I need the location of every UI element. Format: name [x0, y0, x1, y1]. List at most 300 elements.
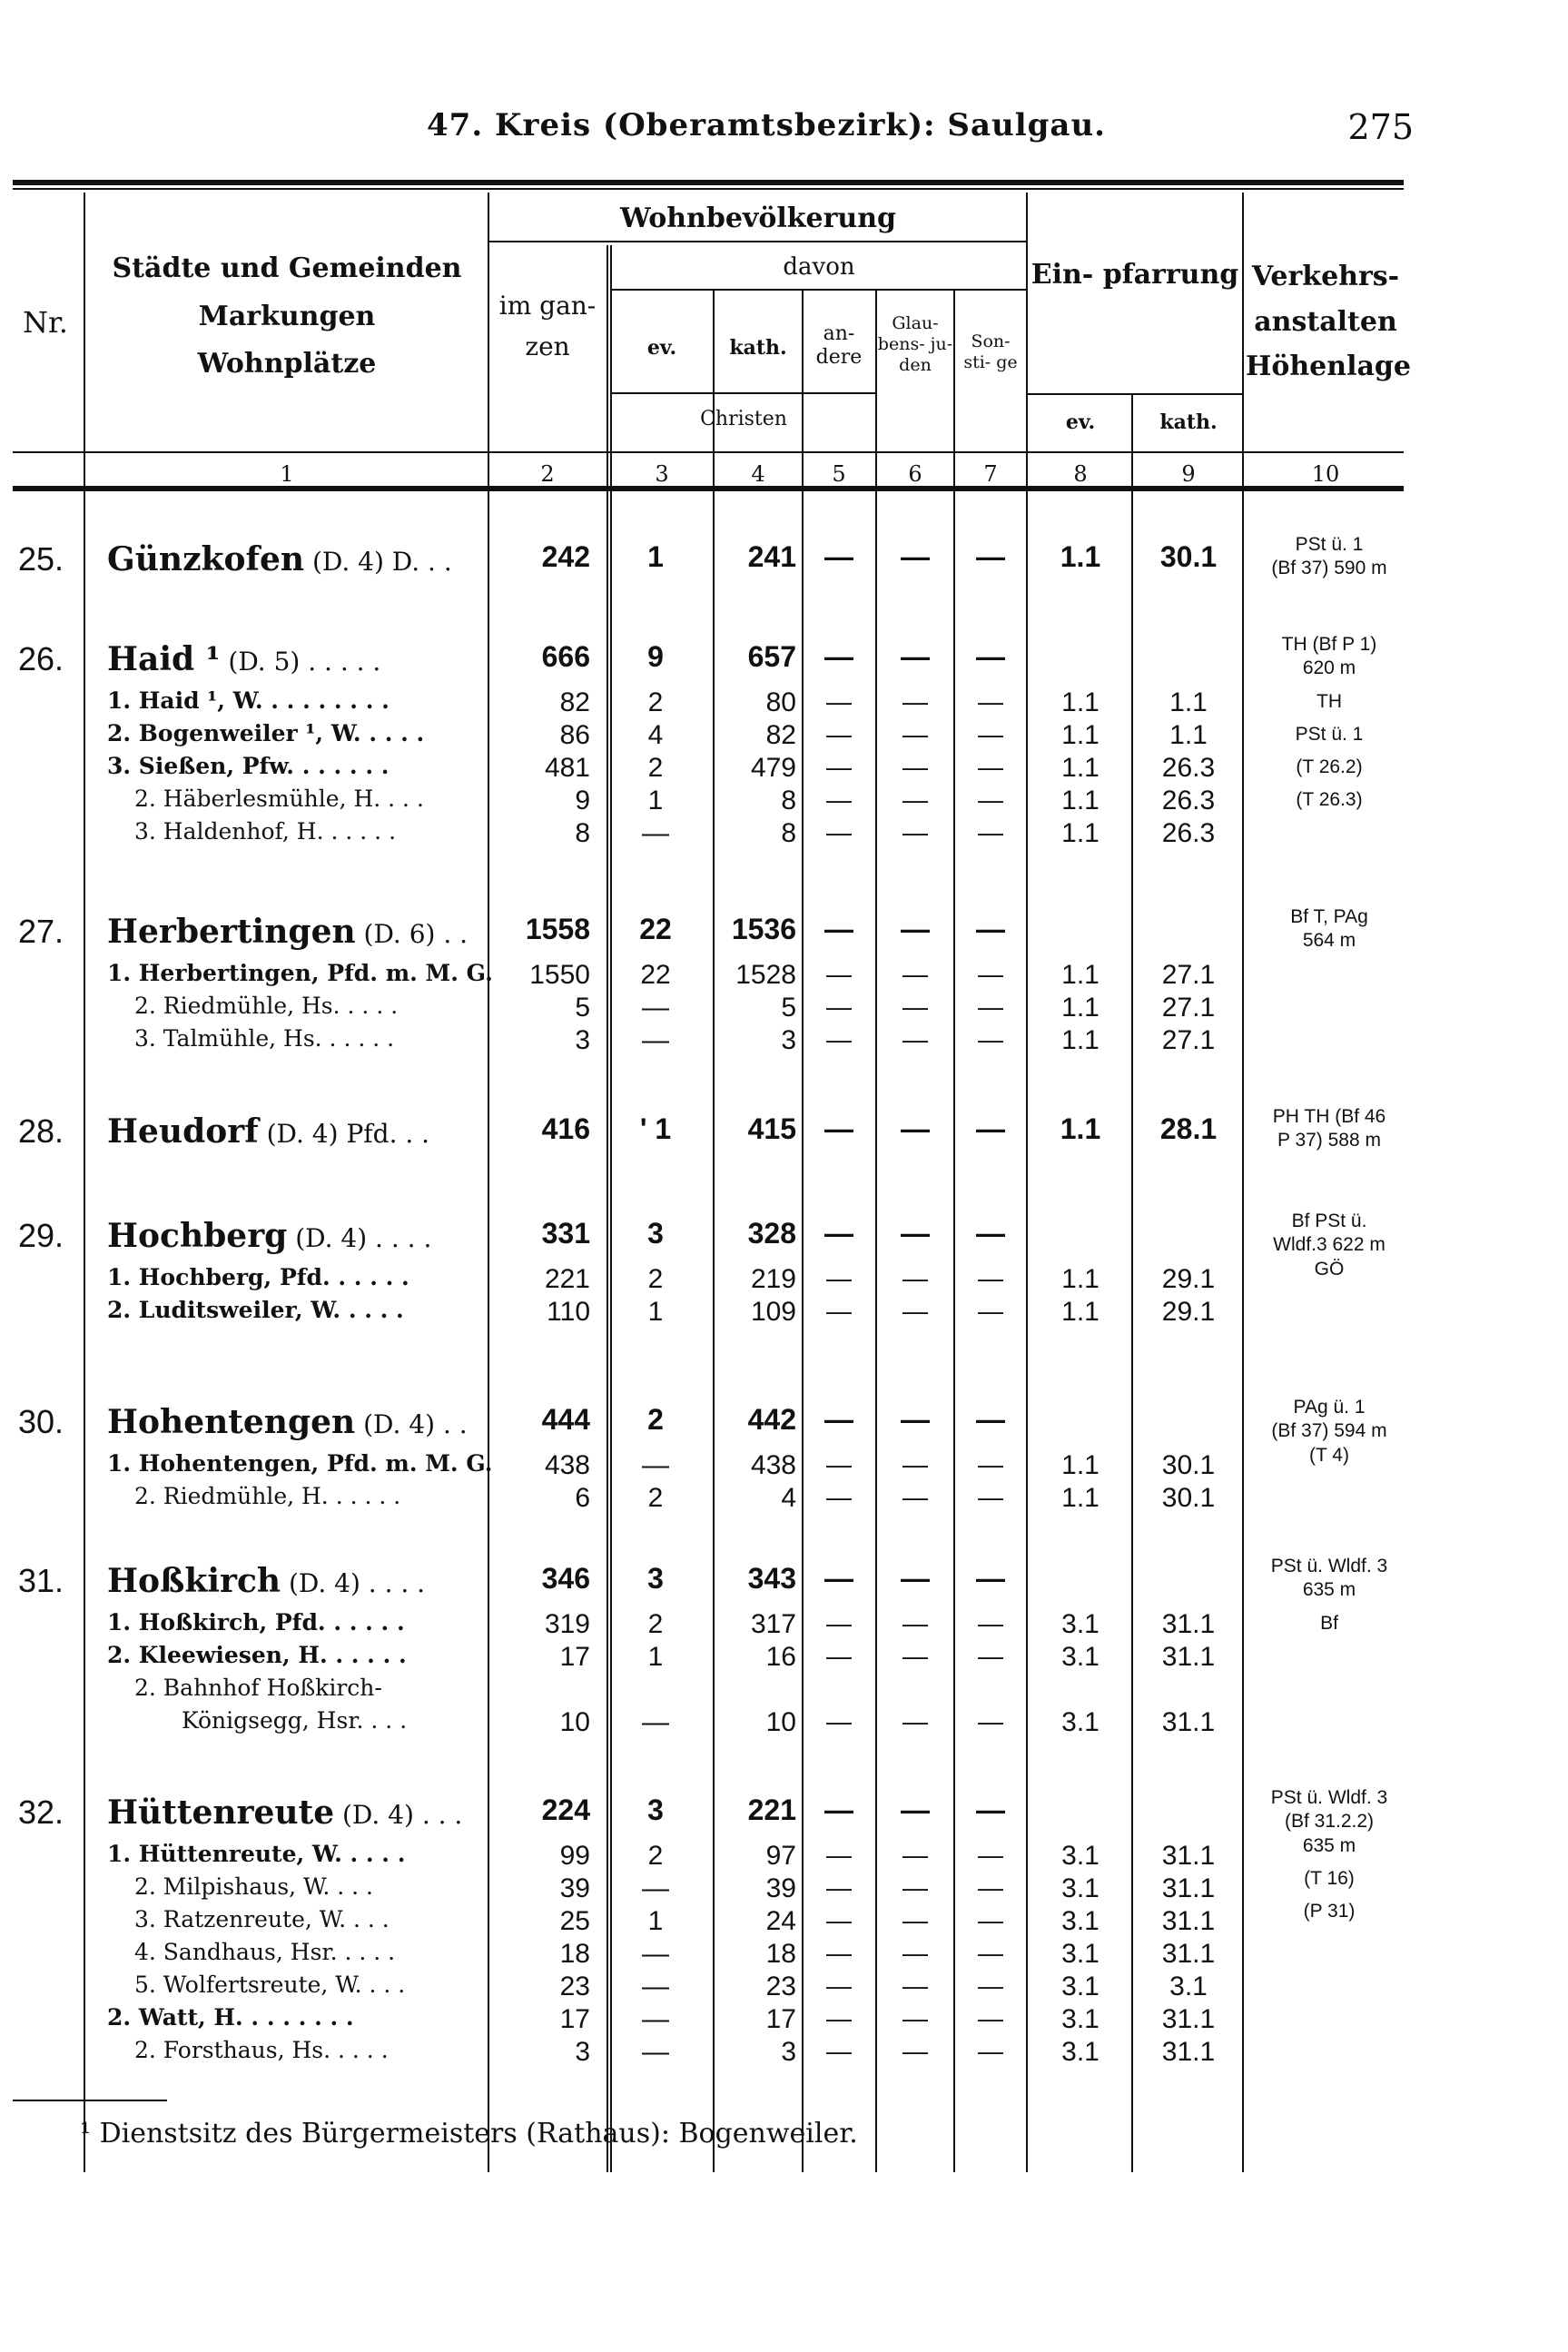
colnum-2: 2 — [540, 461, 555, 487]
total-value: 17 — [559, 1642, 590, 1672]
einpf-kath-value: 28.1 — [1159, 1112, 1218, 1145]
total-value: 666 — [541, 640, 590, 673]
einpf-ev-value: 3.1 — [1061, 1642, 1100, 1672]
total-value: 39 — [559, 1873, 590, 1903]
ev-value: — — [642, 993, 669, 1023]
total-value: 224 — [541, 1794, 590, 1826]
kath-value: 479 — [750, 753, 796, 783]
juden-value: — — [902, 786, 928, 814]
verkehr-line: PSt ü. 1 — [1295, 723, 1364, 745]
juden-value: — — [902, 2037, 928, 2065]
andere-value: — — [826, 960, 852, 988]
juden-value: — — [902, 720, 928, 748]
total-value: 9 — [575, 786, 590, 815]
total-value: 99 — [559, 1841, 590, 1871]
sonstige-header: Son- sti- ge — [963, 331, 1018, 372]
juden-value: — — [902, 1642, 928, 1670]
wohnplatz-name: 3. Sießen, Pfw. . . . . . . — [107, 753, 390, 779]
sonstige-value: — — [978, 1483, 1003, 1511]
verkehr-line: (T 26.2) — [1296, 756, 1363, 777]
einpf-ev-value: 1.1 — [1061, 993, 1100, 1023]
andere-value: — — [824, 1403, 853, 1436]
table-row — [0, 720, 1568, 753]
davon-header: davon — [783, 253, 855, 281]
total-value: 8 — [575, 818, 590, 848]
einpf-rule — [1028, 393, 1242, 395]
ev-header: ev. — [646, 336, 677, 360]
kath-value: 4 — [781, 1483, 796, 1513]
verkehr-line: PH TH (Bf 46 — [1272, 1106, 1386, 1127]
municipality-name — [107, 540, 452, 578]
kath-value: 16 — [765, 1642, 796, 1672]
sonstige-value: — — [976, 1562, 1005, 1595]
juden-header: Glau- bens- ju- den — [877, 313, 953, 375]
juden-value: — — [902, 1939, 928, 1967]
einpf-kath-value: 26.3 — [1161, 818, 1216, 848]
andere-value: — — [826, 1841, 852, 1869]
ev-value: — — [642, 818, 669, 848]
sonstige-value: — — [978, 687, 1003, 716]
einpf-kath-value: 31.1 — [1161, 2037, 1216, 2067]
total-value: 17 — [559, 2004, 590, 2034]
sonstige-value: — — [978, 720, 1003, 748]
municipality-name — [107, 640, 380, 678]
kath-value: 3 — [781, 1025, 796, 1055]
verkehr-line: Bf T, PAg — [1290, 906, 1368, 927]
juden-value: — — [901, 1403, 930, 1436]
verkehr-line: P 37) 588 m — [1277, 1130, 1381, 1151]
sonstige-value: — — [978, 1025, 1003, 1053]
verkehr-line: (P 31) — [1303, 1901, 1356, 1922]
municipality-name-suffix: (D. 4) . . . — [334, 1800, 463, 1830]
einpf-ev-value: 3.1 — [1061, 1939, 1100, 1969]
municipality-name-suffix: (D. 4) . . . . — [287, 1223, 432, 1253]
table-row — [0, 993, 1568, 1025]
wohnplatz-name: 2. Riedmühle, H. . . . . . — [134, 1483, 401, 1509]
sonstige-value: — — [976, 540, 1005, 573]
einpf-ev-value: 3.1 — [1061, 1906, 1100, 1936]
davon-rule — [612, 289, 1026, 291]
table-row — [0, 1972, 1568, 2004]
municipality-name — [107, 1112, 429, 1151]
juden-value: — — [902, 1483, 928, 1511]
andere-value: — — [824, 1112, 853, 1145]
total-value: 331 — [541, 1217, 590, 1250]
einpf-ev-value: 1.1 — [1061, 818, 1100, 848]
table-top-rule-thin — [13, 188, 1404, 190]
einpf-kath-value: 31.1 — [1161, 1873, 1216, 1903]
ev-value: 9 — [647, 640, 664, 673]
sonstige-value: — — [978, 818, 1003, 846]
verkehr-line: GÖ — [1314, 1258, 1345, 1280]
verkehr-line: 564 m — [1302, 930, 1356, 952]
colnum-9: 9 — [1181, 461, 1196, 487]
wohnplatz-name: 4. Sandhaus, Hsr. . . . . — [134, 1939, 396, 1965]
ev-value: 1 — [647, 1297, 664, 1327]
sonstige-value: — — [978, 2004, 1003, 2032]
einpf-kath-value: 26.3 — [1161, 753, 1216, 783]
total-value: 23 — [559, 1972, 590, 2001]
andere-value: — — [824, 1562, 853, 1595]
kath-value: 3 — [781, 2037, 796, 2067]
table-row — [0, 1841, 1568, 1873]
verkehr-anstalten — [1253, 533, 1405, 581]
kath-value: 10 — [765, 1707, 796, 1737]
wohnplatz-name: 3. Haldenhof, H. . . . . . — [134, 818, 397, 845]
verkehr-line: PSt ü. Wldf. 3 — [1270, 1556, 1388, 1576]
municipality-name-main: Hohentengen — [107, 1403, 356, 1441]
kath-value: 82 — [765, 720, 796, 750]
sonstige-value: — — [978, 1707, 1003, 1735]
kath-value: 80 — [765, 687, 796, 717]
verkehr-line: (T 4) — [1309, 1444, 1349, 1466]
sonstige-value: — — [978, 1841, 1003, 1869]
ev-value: 22 — [640, 960, 671, 990]
andere-value: — — [826, 818, 852, 846]
total-value: 1558 — [525, 913, 590, 945]
einpf-kath-value: 30.1 — [1161, 1450, 1216, 1480]
total-value: 346 — [541, 1562, 590, 1595]
einpf-kath-value: 3.1 — [1169, 1972, 1208, 2001]
einpf-ev-value: 1.1 — [1061, 1025, 1100, 1055]
einpf-ev-value: 3.1 — [1061, 1873, 1100, 1903]
municipality-name-suffix: (D. 5) . . . . . — [220, 647, 381, 677]
einpf-kath-value: 27.1 — [1161, 993, 1216, 1023]
table-row — [0, 1707, 1568, 1740]
kath-value: 343 — [747, 1562, 796, 1595]
kath-value: 23 — [765, 1972, 796, 2001]
einpf-ev-value: 3.1 — [1061, 1972, 1100, 2001]
row-number: 27. — [17, 913, 64, 950]
colnum-4: 4 — [751, 461, 765, 487]
sonstige-value: — — [978, 2037, 1003, 2065]
verkehr-anstalten — [1253, 905, 1405, 954]
sonstige-value: — — [978, 1972, 1003, 2000]
colnum-6: 6 — [908, 461, 922, 487]
col-names-header — [89, 245, 485, 389]
row-number: 32. — [17, 1794, 64, 1831]
verkehr-line: PSt ü. 1 — [1295, 534, 1364, 555]
christen-header: Christen — [700, 408, 787, 430]
colnum-1: 1 — [280, 461, 294, 487]
wohnplatz-name: 2. Bogenweiler ¹, W. . . . . — [107, 720, 425, 746]
sonstige-value: — — [976, 1794, 1005, 1826]
table-row — [0, 1906, 1568, 1939]
table-row — [0, 1675, 1568, 1707]
total-value: 10 — [559, 1707, 590, 1737]
einpf-ev-value: 1.1 — [1061, 1483, 1100, 1513]
municipality-name — [107, 913, 468, 951]
colnum-10: 10 — [1311, 461, 1340, 487]
juden-value: — — [902, 1450, 928, 1478]
andere-header: an- dere — [815, 322, 863, 370]
table-row — [0, 1873, 1568, 1906]
municipality-name — [107, 1403, 468, 1441]
einpf-kath-value: 31.1 — [1161, 1707, 1216, 1737]
municipality-name-main: Hoßkirch — [107, 1562, 281, 1600]
andere-value: — — [826, 1906, 852, 1934]
wohnplatz-name: 2. Häberlesmühle, H. . . . — [134, 786, 424, 812]
wohnplatz-name: 1. Hüttenreute, W. . . . . — [107, 1841, 406, 1867]
verkehr-line: 635 m — [1302, 1834, 1356, 1856]
kath-value: 109 — [750, 1297, 796, 1327]
andere-value: — — [826, 1609, 852, 1637]
andere-value: — — [826, 687, 852, 716]
einpf-kath-value: 29.1 — [1161, 1264, 1216, 1294]
einpf-ev-value: 1.1 — [1061, 720, 1100, 750]
sonstige-value: — — [976, 1217, 1005, 1250]
municipality-name-suffix: (D. 6) . . — [355, 919, 468, 949]
ev-value: 1 — [647, 1906, 664, 1936]
verkehr-line: 635 m — [1302, 1579, 1356, 1601]
municipality-name-suffix: (D. 4) . . — [355, 1409, 468, 1439]
municipality-name-main: Heudorf — [107, 1112, 259, 1151]
verkehr-line: (Bf 31.2.2) — [1284, 1811, 1375, 1833]
sonstige-value: — — [978, 1906, 1003, 1934]
sonstige-value: — — [976, 913, 1005, 945]
einpf-kath-value: 31.1 — [1161, 1642, 1216, 1672]
colnum-3: 3 — [655, 461, 669, 487]
ev-value: 3 — [647, 1794, 664, 1826]
kath-value: 328 — [747, 1217, 796, 1250]
andere-value: — — [826, 993, 852, 1021]
juden-value: — — [901, 1562, 930, 1595]
sonstige-value: — — [978, 1939, 1003, 1967]
einpf-kath-value: 31.1 — [1161, 1841, 1216, 1871]
verkehr-line: TH — [1317, 690, 1342, 712]
einpf-kath-value: 30.1 — [1161, 1483, 1216, 1513]
andere-value: — — [826, 720, 852, 748]
andere-value: — — [826, 786, 852, 814]
ev-value: 2 — [647, 1483, 664, 1513]
wohnplatz-name: 2. Riedmühle, Hs. . . . . — [134, 993, 399, 1019]
verkehr-line: PAg ü. 1 — [1293, 1397, 1366, 1418]
sonstige-value: — — [978, 753, 1003, 781]
wohnplatz-name: 2. Kleewiesen, H. . . . . . — [107, 1642, 407, 1668]
names-line-2: Markungen — [198, 300, 376, 332]
sonstige-value: — — [978, 1297, 1003, 1325]
table-row — [0, 2004, 1568, 2037]
einpf-ev-value: 3.1 — [1061, 2037, 1100, 2067]
kath-value: 97 — [765, 1841, 796, 1871]
kath-value: 24 — [765, 1906, 796, 1936]
kath-value: 8 — [781, 818, 796, 848]
juden-value: — — [902, 753, 928, 781]
juden-value: — — [902, 2004, 928, 2032]
juden-value: — — [901, 540, 930, 573]
total-value: 438 — [544, 1450, 590, 1480]
sonstige-value: — — [978, 1264, 1003, 1292]
ev-value: — — [642, 1972, 669, 2001]
total-value: 18 — [559, 1939, 590, 1969]
table-row — [0, 818, 1568, 851]
table-row — [0, 687, 1568, 720]
table-top-rule — [13, 180, 1404, 185]
ev-value: — — [642, 1025, 669, 1055]
kath-value: 438 — [750, 1450, 796, 1480]
total-value: 82 — [559, 687, 590, 717]
wohnplatz-name: 1. Hohentengen, Pfd. m. M. G. — [107, 1450, 493, 1477]
wohnplatz-name: 2. Bahnhof Hoßkirch- — [134, 1675, 382, 1701]
einpf-ev-value: 1.1 — [1061, 753, 1100, 783]
verkehr-line: (T 16) — [1304, 1867, 1355, 1889]
municipality-name — [107, 1794, 462, 1832]
andere-value: — — [824, 1217, 853, 1250]
verkehr-line: TH (Bf P 1) — [1281, 634, 1377, 655]
einpf-ev-value: 1.1 — [1060, 1112, 1101, 1145]
ev-value: 3 — [647, 1562, 664, 1595]
total-value: 86 — [559, 720, 590, 750]
andere-value: — — [826, 1707, 852, 1735]
wohnplatz-name: 1. Herbertingen, Pfd. m. M. G. — [107, 960, 493, 986]
verkehr-line: Bf — [1320, 1612, 1338, 1634]
juden-value: — — [902, 818, 928, 846]
juden-value: — — [902, 687, 928, 716]
ev-value: ' 1 — [639, 1112, 672, 1145]
andere-value: — — [826, 1450, 852, 1478]
municipality-name-suffix: (D. 4) D. . . — [304, 547, 452, 577]
sonstige-value: — — [978, 1450, 1003, 1478]
einpf-ev-value: 3.1 — [1061, 2004, 1100, 2034]
wohnplatz-name: 2. Luditsweiler, W. . . . . — [107, 1297, 404, 1323]
table-row — [0, 1939, 1568, 1972]
footnote: ¹ Dienstsitz des Bürgermeisters (Rathaus): Bogenweiler. — [80, 2118, 858, 2149]
juden-value: — — [902, 1841, 928, 1869]
einpf-ev-value: 3.1 — [1061, 1609, 1100, 1639]
andere-value: — — [826, 1972, 852, 2000]
einpf-kath-value: 31.1 — [1161, 1939, 1216, 1969]
footnote-rule — [13, 2100, 167, 2101]
sonstige-value: — — [976, 640, 1005, 673]
ev-value: 4 — [647, 720, 664, 750]
kath-value: 18 — [765, 1939, 796, 1969]
table-row — [0, 2037, 1568, 2070]
einpf-kath-value: 31.1 — [1161, 2004, 1216, 2034]
ev-value: 1 — [647, 1642, 664, 1672]
table-row — [0, 1642, 1568, 1675]
kath-value: 1536 — [731, 913, 796, 945]
einpf-ev-value: 3.1 — [1061, 1841, 1100, 1871]
sonstige-value: — — [978, 1642, 1003, 1670]
colnum-7: 7 — [983, 461, 998, 487]
page-number: 275 — [1347, 107, 1414, 147]
im-ganzen-header: im gan- zen — [498, 291, 597, 361]
total-value: 481 — [544, 753, 590, 783]
sonstige-value: — — [978, 1873, 1003, 1902]
wohnplatz-name: 2. Milpishaus, W. . . . — [134, 1873, 374, 1900]
colnum-5: 5 — [832, 461, 846, 487]
andere-value: — — [826, 2004, 852, 2032]
juden-value: — — [901, 1112, 930, 1145]
row-number: 28. — [17, 1112, 64, 1150]
einpf-kath-value: 30.1 — [1159, 540, 1218, 573]
municipality-name-main: Günzkofen — [107, 540, 305, 578]
kath-value: 39 — [765, 1873, 796, 1903]
juden-value: — — [902, 1609, 928, 1637]
juden-value: — — [902, 960, 928, 988]
table-row — [0, 1025, 1568, 1058]
einpf-ev-value: 1.1 — [1061, 1264, 1100, 1294]
andere-value: — — [824, 640, 853, 673]
juden-value: — — [901, 640, 930, 673]
wohnbev-header: Wohnbevölkerung — [619, 203, 897, 234]
total-value: 416 — [541, 1112, 590, 1145]
andere-value: — — [826, 1642, 852, 1670]
juden-value: — — [902, 1873, 928, 1902]
ev-value: 2 — [647, 687, 664, 717]
wohnplatz-name: 1. Haid ¹, W. . . . . . . . . — [107, 687, 390, 714]
names-line-3: Wohnplätze — [197, 348, 377, 380]
andere-value: — — [826, 1873, 852, 1902]
verkehr-anstalten — [1253, 1105, 1405, 1153]
verkehr-header — [1246, 254, 1411, 390]
wohnplatz-name: Königsegg, Hsr. . . . — [182, 1707, 408, 1734]
andere-value: — — [824, 913, 853, 945]
verkehr-line: PSt ü. Wldf. 3 — [1270, 1787, 1388, 1808]
kath-value: 1528 — [735, 960, 796, 990]
kath-value: 442 — [747, 1403, 796, 1436]
kath-header: kath. — [729, 336, 787, 360]
table-row — [0, 960, 1568, 993]
municipality-name-suffix: (D. 4) . . . . — [281, 1568, 426, 1598]
kath-value: 317 — [750, 1609, 796, 1639]
andere-value: — — [826, 1025, 852, 1053]
einpf-kath-value: 31.1 — [1161, 1609, 1216, 1639]
wohnplatz-name: 2. Forsthaus, Hs. . . . . — [134, 2037, 389, 2063]
sonstige-value: — — [976, 1112, 1005, 1145]
ev-value: — — [642, 1707, 669, 1737]
ev-value: 2 — [647, 1403, 664, 1436]
einpf-ev-value: 1.1 — [1061, 1297, 1100, 1327]
verkehr-line-1: Verkehrs- — [1251, 261, 1400, 292]
kath-value: 657 — [747, 640, 796, 673]
total-value: 444 — [541, 1403, 590, 1436]
einpf-kath-header: kath. — [1159, 410, 1218, 434]
municipality-name — [107, 1562, 425, 1600]
juden-value: — — [901, 1217, 930, 1250]
table-row — [0, 1609, 1568, 1642]
verkehr-line-3: Höhenlage — [1246, 351, 1411, 382]
table-row — [0, 1450, 1568, 1483]
kath-value: 8 — [781, 786, 796, 815]
kath-value: 5 — [781, 993, 796, 1023]
table-row — [0, 753, 1568, 786]
andere-value: — — [826, 753, 852, 781]
ev-value: 1 — [647, 540, 664, 573]
einpf-ev-value: 3.1 — [1061, 1707, 1100, 1737]
wohnplatz-name: 3. Talmühle, Hs. . . . . . — [134, 1025, 395, 1052]
sonstige-value: — — [978, 786, 1003, 814]
total-value: 242 — [541, 540, 590, 573]
row-number: 30. — [17, 1403, 64, 1440]
andere-value: — — [826, 1264, 852, 1292]
municipality-name-main: Hochberg — [107, 1217, 288, 1255]
municipality-name — [107, 1217, 431, 1255]
andere-value: — — [826, 1297, 852, 1325]
colnum-8: 8 — [1073, 461, 1088, 487]
einpf-kath-value: 27.1 — [1161, 960, 1216, 990]
einpf-kath-value: 1.1 — [1169, 687, 1208, 717]
einpf-kath-value: 27.1 — [1161, 1025, 1216, 1055]
juden-value: — — [901, 913, 930, 945]
total-value: 3 — [575, 1025, 590, 1055]
verkehr-line: Bf PSt ü. — [1291, 1211, 1367, 1231]
verkehr-line: (T 26.3) — [1296, 789, 1363, 811]
verkehr-line: (Bf 37) 590 m — [1271, 558, 1387, 579]
kath-value: 219 — [750, 1264, 796, 1294]
names-line-1: Städte und Gemeinden — [112, 252, 462, 284]
juden-value: — — [902, 1025, 928, 1053]
